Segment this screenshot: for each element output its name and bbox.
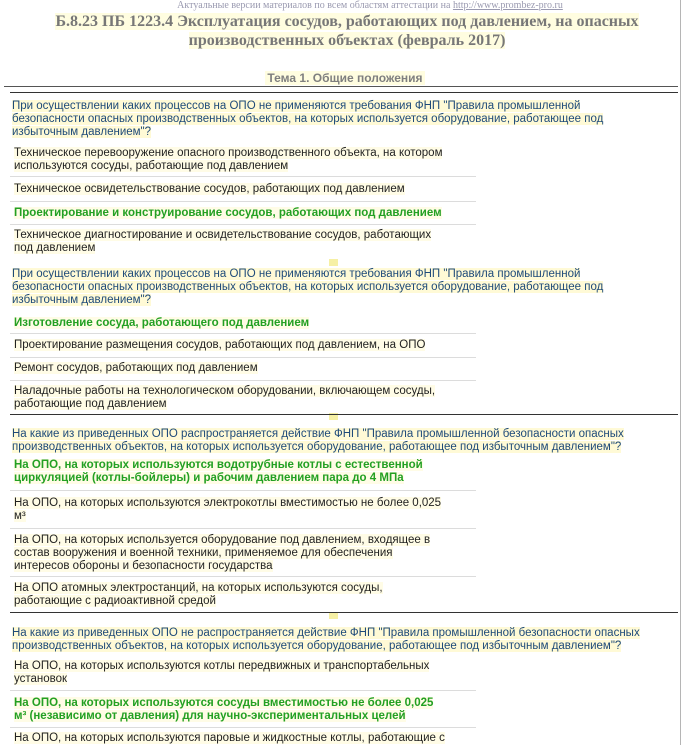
answer-line: м³: [14, 510, 26, 522]
answer-option[interactable]: [14, 183, 474, 196]
question-divider: [10, 92, 678, 93]
answer-option[interactable]: [14, 229, 474, 255]
question-2: [12, 268, 672, 307]
answer-line: На ОПО атомных электростанций, на которых используются сосуды,: [14, 582, 383, 594]
question-line: избыточным давлением"?: [12, 294, 152, 306]
answer-separator: [10, 201, 476, 202]
answer-option[interactable]: [14, 582, 474, 608]
question-divider: [10, 612, 678, 613]
answer-option[interactable]: [14, 497, 474, 523]
highlight-marker: [329, 259, 338, 266]
answer-option[interactable]: [14, 339, 474, 352]
answer-separator: [10, 727, 476, 728]
answer-separator: [10, 490, 476, 491]
answer-line: На ОПО, на которых используется оборудование под давлением, входящее в: [14, 534, 431, 546]
answer-option[interactable]: [14, 534, 474, 573]
question-1: [12, 100, 672, 139]
top-note-url[interactable]: http://www.prombez-pro.ru: [452, 0, 563, 11]
answer-option[interactable]: [14, 362, 474, 375]
title-line-1: Б.8.23 ПБ 1223.4 Эксплуатация сосудов, работающих под давлением, на опасных: [55, 13, 639, 30]
answer-line: На ОПО, на которых используются котлы передвижных и транспортабельных: [14, 660, 430, 672]
answer-option[interactable]: [14, 732, 474, 745]
answer-line: Техническое диагностирование и освидетельствование сосудов, работающих: [14, 229, 432, 241]
page-right-border: [680, 0, 681, 745]
answer-option-correct[interactable]: [14, 317, 474, 330]
answer-line: Ремонт сосудов, работающих под давлением: [14, 362, 258, 374]
topic-heading-text: Тема 1. Общие положения: [267, 71, 423, 85]
answer-line: под давлением: [14, 242, 96, 254]
answer-line: работающие под давлением: [14, 398, 167, 410]
answer-separator: [10, 224, 476, 225]
question-4: [12, 627, 672, 653]
answer-separator: [10, 528, 476, 529]
answer-line: работающие с радиоактивной средой: [14, 595, 216, 607]
question-line: безопасности опасных производственных объектов, на которых используется оборудование, работающее под: [12, 281, 604, 293]
answer-separator: [10, 333, 476, 334]
question-line: избыточным давлением"?: [12, 126, 152, 138]
answer-line: На ОПО, на которых используются паровые и жидкостные котлы, работающие с: [14, 732, 445, 744]
question-line: При осуществлении каких процессов на ОПО не применяются требования ФНП "Правила промышленной: [12, 100, 581, 112]
answer-separator: [10, 176, 476, 177]
answer-line: Проектирование размещения сосудов, работающих под давлением, на ОПО: [14, 339, 426, 351]
answer-line: циркуляцией (котлы-бойлеры) и рабочим давлением пара до 4 МПа: [14, 472, 404, 484]
topic-heading: [0, 71, 689, 85]
question-line: производственных объектов, на которых используется оборудование, работающее под избыточным давлением"?: [12, 441, 622, 453]
question-3: [12, 428, 672, 454]
title-line-2: производственных объектах (февраль 2017): [188, 32, 506, 49]
answer-separator: [10, 357, 476, 358]
answer-line: Техническое освидетельствование сосудов, работающих под давлением: [14, 183, 405, 195]
answer-separator: [10, 576, 476, 577]
answer-line: На ОПО, на которых используются водотрубные котлы с естественной: [14, 459, 423, 471]
answer-line: Проектирование и конструирование сосудов, работающих под давлением: [14, 207, 442, 219]
answer-option[interactable]: [14, 385, 474, 411]
top-note-text: Актуальные версии материалов по всем областям аттестации на: [177, 0, 451, 11]
answer-line: интересов обороны и безопасности государства: [14, 560, 273, 572]
answer-line: используются сосуды, работающие под давлением: [14, 160, 289, 172]
answer-line: На ОПО, на которых используются сосуды вместимостью не более 0,025: [14, 697, 434, 709]
answer-option-correct[interactable]: [14, 697, 474, 723]
answer-line: м³ (независимо от давления) для научно-экспериментальных целей: [14, 710, 406, 722]
highlight-marker: [329, 612, 338, 619]
question-line: На какие из приведенных ОПО распространяется действие ФНП "Правила промышленной безопасности опасных: [12, 428, 624, 440]
answer-line: На ОПО, на которых используются электрокотлы вместимостью не более 0,025: [14, 497, 442, 509]
top-note: [150, 0, 590, 11]
answer-line: Наладочные работы на технологическом оборудовании, включающем сосуды,: [14, 385, 436, 397]
question-line: На какие из приведенных ОПО не распространяется действие ФНП "Правила промышленной безопасности опасных: [12, 627, 640, 639]
question-divider: [10, 414, 678, 415]
answer-option-correct[interactable]: [14, 459, 474, 485]
answer-line: состав вооружения и военной техники, применяемое для обеспечения: [14, 547, 393, 559]
answer-line: Техническое перевооружение опасного производственного объекта, на котором: [14, 147, 443, 159]
topic-divider: [4, 86, 678, 87]
answer-line: Изготовление сосуда, работающего под давлением: [14, 317, 310, 329]
answer-option[interactable]: [14, 660, 474, 686]
document-title: [38, 12, 656, 50]
answer-option[interactable]: [14, 147, 474, 173]
question-line: безопасности опасных производственных объектов, на которых используется оборудование, работающее под: [12, 113, 604, 125]
answer-line: установок: [14, 673, 68, 685]
question-line: производственных объектов, на которых используется оборудование, работающее под избыточным давлением"?: [12, 640, 622, 652]
answer-option-correct[interactable]: [14, 207, 474, 220]
answer-separator: [10, 690, 476, 691]
answer-separator: [10, 380, 476, 381]
question-line: При осуществлении каких процессов на ОПО не применяются требования ФНП "Правила промышленной: [12, 268, 581, 280]
